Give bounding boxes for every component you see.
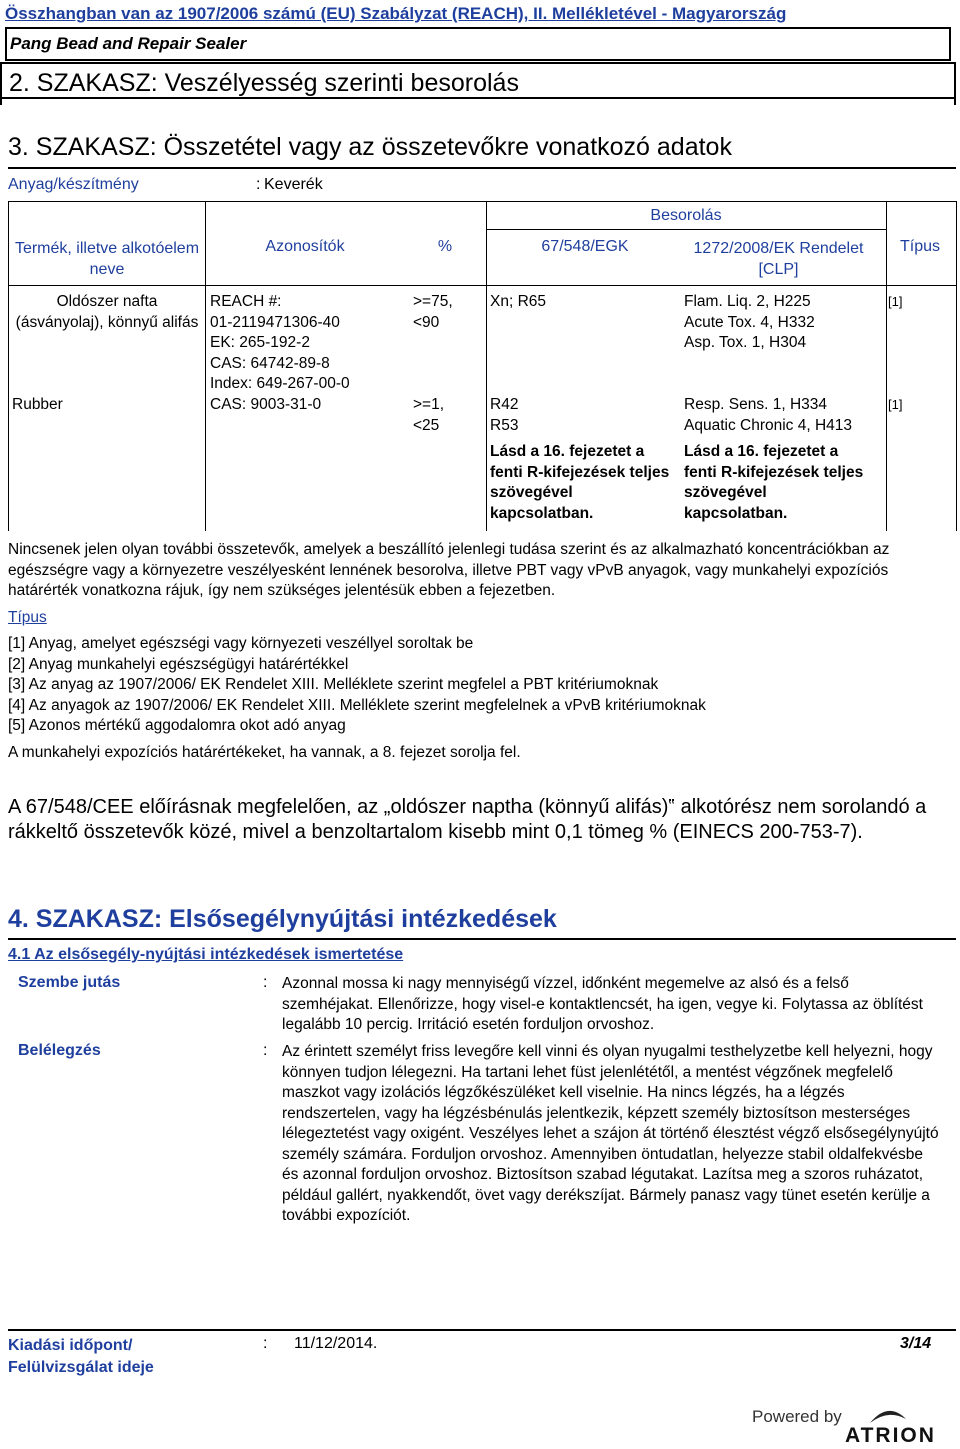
type-legend-item: [3] Az anyag az 1907/2006/ EK Rendelet XIII. Melléklete szerint megfelel a PBT kritériumoknak: [8, 676, 659, 693]
issue-date-label: [8, 1335, 154, 1379]
identifier-line: EK: 265-192-2: [210, 334, 310, 351]
substance-value: Keverék: [264, 176, 323, 193]
section-3-rule: [8, 167, 956, 169]
component-clp: [684, 395, 852, 436]
component-clp: [684, 292, 815, 354]
percent-line: <90: [413, 313, 440, 331]
substance-colon: :: [256, 176, 261, 193]
oel-note: A munkahelyi expozíciós határértékeket, ha vannak, a 8. fejezet sorolja fel.: [8, 744, 521, 761]
logo-brand: ATRION: [845, 1424, 936, 1447]
section-2-title: 2. SZAKASZ: Veszélyesség szerinti besorolás: [9, 69, 519, 97]
type-legend-item: [4] Az anyagok az 1907/2006/ EK Rendelet XIII. Melléklete szerint megfelelnek a vPvB kritériumoknak: [8, 696, 706, 714]
no-other-components-note: Nincsenek jelen olyan további összetevők, amelyek a beszállító jelenlegi tudása szerint és az alkalmazható koncentrációkban az egészségre vagy a környezetre veszélyesként lennének besorolva, illetve PBT vagy vPvB anyagok, vagy munkahelyi expozíciós határérték vonatkozna rájuk, így nem szükséges jelentésük ebben a fejezetben.: [8, 541, 890, 599]
table-right-border: [956, 201, 957, 531]
col-header-percent: %: [437, 238, 453, 255]
dsd-line: Xn; R65: [490, 293, 547, 310]
section-3-title: 3. SZAKASZ: Összetétel vagy az összetevőkre vonatkozó adatok: [8, 133, 732, 161]
type-heading: Típus: [8, 609, 47, 626]
col-header-name: Termék, illetve alkotóelem neve: [14, 240, 200, 278]
identifier-line: CAS: 64742-89-8: [210, 354, 330, 372]
see-section-16-note-dsd: Lásd a 16. fejezetet a fenti R-kifejezések teljes szövegével kapcsolatban.: [490, 443, 670, 522]
clp-line: Acute Tox. 4, H332: [684, 313, 815, 331]
col-header-identifiers: Azonosítók: [265, 238, 345, 255]
atrion-logo: [750, 1405, 955, 1447]
col-header-dsd: 67/548/EGK: [541, 238, 629, 255]
table-left-border: [8, 201, 9, 531]
identifier-line: CAS: 9003-31-0: [210, 396, 322, 413]
type-legend: [8, 634, 953, 737]
dsd-line: R42: [490, 396, 519, 413]
see-section-16-note-clp: Lásd a 16. fejezetet a fenti R-kifejezések teljes szövegével kapcsolatban.: [684, 443, 864, 522]
percent-line: >=1,: [413, 396, 445, 413]
eye-contact-colon: :: [263, 974, 268, 991]
col-divider: [886, 201, 887, 531]
clp-line: Flam. Liq. 2, H225: [684, 293, 811, 310]
cee-directive-note: A 67/548/CEE előírásnak megfelelően, az „oldószer naptha (könnyű alifás)‟ alkotórész nem sorolandó a rákkeltő összetevők közé, mivel a benzoltartalom kisebb mint 0,1 tömeg % (EINECS 200-753-7).: [8, 796, 927, 843]
component-identifiers: [210, 292, 350, 395]
identifier-line: 01-2119471306-40: [210, 313, 340, 331]
classification-group-header: Besorolás: [650, 207, 722, 224]
inhalation-label: Belélegzés: [18, 1042, 101, 1059]
component-name: Rubber: [12, 396, 63, 413]
table-header-border: [8, 285, 956, 286]
inhalation-colon: :: [263, 1042, 268, 1059]
col-header-type: Típus: [899, 238, 940, 255]
section-4-1-subtitle: 4.1 Az elsősegély-nyújtási intézkedések ismertetése: [8, 946, 404, 963]
atrion-swoosh-icon: [868, 1405, 908, 1425]
identifier-line: Index: 649-267-00-0: [210, 375, 350, 392]
issue-date-label-line: Kiadási időpont/: [8, 1337, 133, 1354]
col-divider: [205, 201, 206, 531]
table-top-border: [8, 201, 956, 202]
product-name-box: [5, 27, 951, 61]
component-dsd: [490, 395, 518, 436]
component-type: [1]: [888, 294, 903, 309]
identifier-line: REACH #:: [210, 293, 282, 310]
logo-tagline: Powered by: [752, 1407, 842, 1426]
component-identifiers: [210, 395, 321, 416]
section-4-rule: [8, 938, 956, 940]
percent-line: <25: [413, 416, 440, 434]
dsd-line: R53: [490, 416, 519, 434]
issue-date-label-line: Felülvizsgálat ideje: [8, 1359, 154, 1376]
component-dsd: [490, 292, 546, 313]
inhalation-text: Az érintett személyt friss levegőre kell vinni és olyan nyugalmi testhelyzetbe kell helyezni, hogy könnyen tudjon lélegezni. Ha tartani lehet füst jelenlététől, a mentést végzőnek megfelelő maszkot vagy izolációs légzőkészüléket kell viselnie. Ha nincs légzés, ha a légzés rendszertelen, vagy ha légzésbénulás jelentkezik, képzett személy biztosítson mesterséges lélegeztetést vagy oxigént. Veszélyes lehet a szájon át történő élesztést végző elsősegélynyújtó személy számára. Forduljon orvoshoz. Amennyiben öntudatlan, helyezze stabil oldalfekvésbe és azonnal forduljon orvoshoz. Biztosítson szabad légutakat. Lazítsa meg a szoros ruházatot, például gallért, nyakkendőt, övet vagy derékszíjat. Bármely panasz vagy tünet esetén kerülje a további expozíciót.: [282, 1043, 939, 1224]
group-header-border: [486, 229, 886, 230]
eye-contact-text: Azonnal mossa ki nagy mennyiségű vízzel, időnként megemelve az alsó és a felső szemhéjakat. Ellenőrizze, hogy visel-e kontaktlencsét, ha igen, vegye ki. Folytassa az öblítést legalább 10 percig. Irritáció esetén forduljon orvoshoz.: [282, 975, 923, 1033]
col-divider: [486, 201, 487, 531]
col-header-clp: 1272/2008/EK Rendelet [CLP]: [693, 240, 864, 278]
issue-date-colon: :: [263, 1335, 268, 1352]
component-type: [1]: [888, 397, 903, 412]
component-name: Oldószer nafta (ásványolaj), könnyű alifás: [15, 293, 199, 331]
eye-contact-label: Szembe jutás: [18, 974, 121, 991]
section-divider: [0, 99, 956, 105]
type-legend-item: [5] Azonos mértékű aggodalomra okot adó anyag: [8, 717, 346, 734]
component-percent: [413, 292, 453, 333]
clp-line: Resp. Sens. 1, H334: [684, 396, 828, 413]
type-legend-item: [1] Anyag, amelyet egészségi vagy környezeti veszéllyel soroltak be: [8, 635, 474, 652]
type-legend-item: [2] Anyag munkahelyi egészségügyi határértékkel: [8, 655, 349, 673]
component-percent: [413, 395, 444, 436]
substance-label: Anyag/készítmény: [8, 176, 139, 193]
clp-line: Asp. Tox. 1, H304: [684, 334, 807, 351]
footer-rule: [8, 1329, 956, 1331]
percent-line: >=75,: [413, 293, 453, 310]
section-2-header: [0, 62, 956, 99]
product-name: Pang Bead and Repair Sealer: [10, 34, 247, 53]
clp-line: Aquatic Chronic 4, H413: [684, 416, 853, 434]
page-number: 3/14: [900, 1335, 932, 1352]
document-header-title: Összhangban van az 1907/2006 számú (EU) Szabályzat (REACH), II. Mellékletével - Magyarország: [5, 4, 787, 23]
section-4-title: 4. SZAKASZ: Elsősegélynyújtási intézkedések: [8, 905, 557, 933]
issue-date-value: 11/12/2014.: [294, 1335, 378, 1352]
